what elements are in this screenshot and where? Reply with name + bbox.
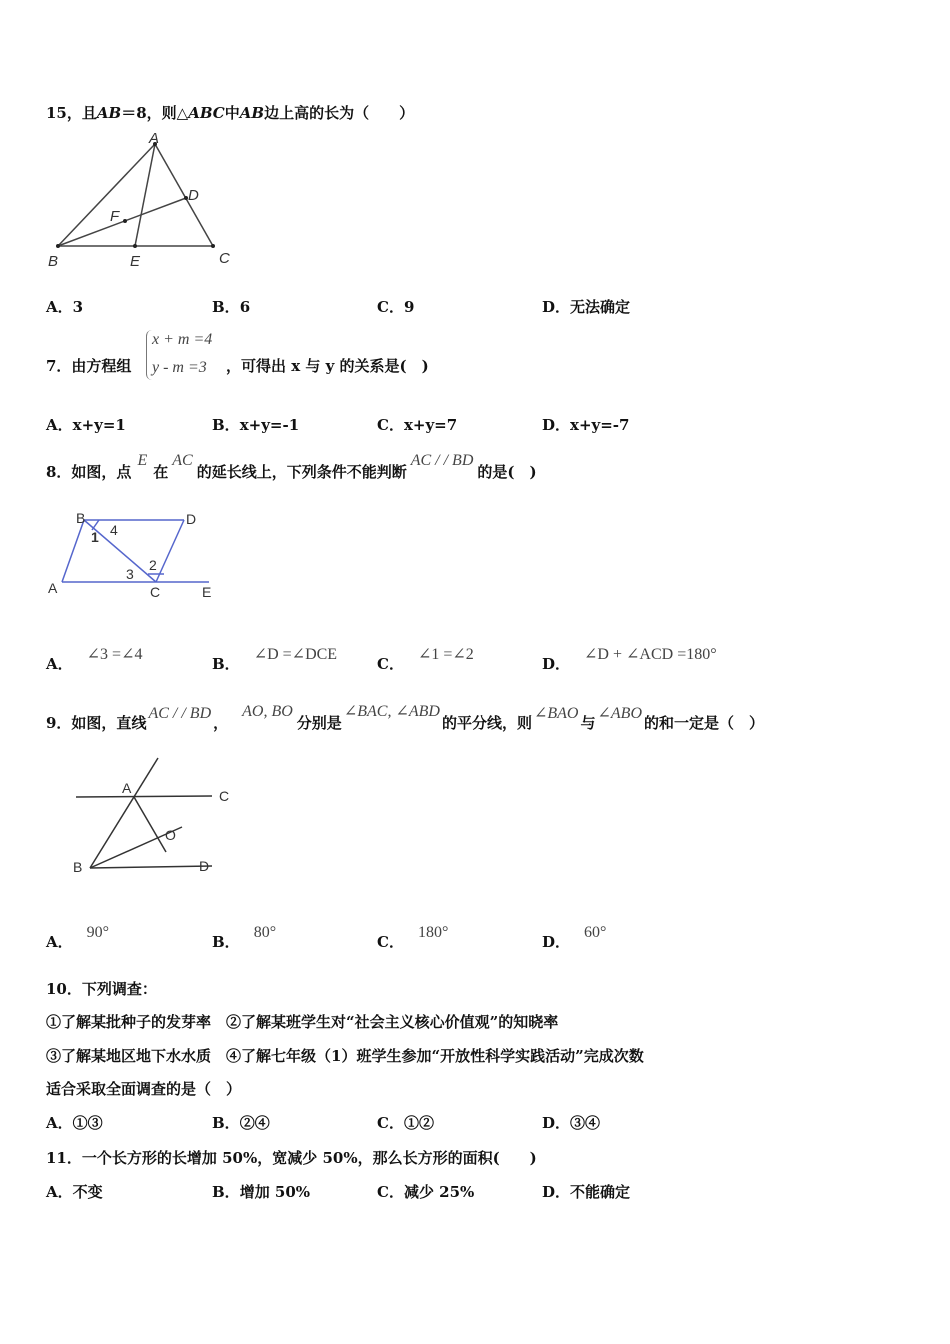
q8-label-e: E (202, 584, 212, 600)
q6-triangle-figure (40, 132, 250, 272)
q7-number: 7．由方程组 (46, 357, 132, 375)
q6-label-d: D (188, 187, 199, 204)
q7-option-b[interactable]: B．x+y=-1 (212, 416, 300, 434)
q8-stem: 8．如图，点E在AC的延长线上，下列条件不能判断AC / / BD的是( ) (46, 452, 537, 481)
q9-label-a: A (122, 780, 132, 796)
q10-line1: ①了解某批种子的发芽率 ②了解某班学生对“社会主义核心价值观”的知晓率 (46, 1013, 559, 1031)
q10-line3: 适合采取全面调查的是（ ） (46, 1080, 242, 1098)
q8-option-a[interactable]: A．∠3 =∠4 (46, 646, 143, 673)
q9-option-c[interactable]: C．180° (377, 924, 449, 951)
q6-label-a: A (149, 130, 160, 147)
q9-stem: 9．如图，直线AC / / BD，AO, BO分别是∠BAC, ∠ABD的平分线，则∠BAO与∠ABO的和一定是（ ） (46, 703, 765, 732)
q9-label-b: B (73, 859, 83, 875)
q6-stem (46, 102, 414, 123)
q8-parallelogram-figure (44, 508, 224, 608)
q9-parallel-lines-figure (70, 756, 240, 886)
q8-angle-1: 1 (91, 529, 99, 545)
q6-abc: ABC (188, 104, 225, 122)
q10-line2: ③了解某地区地下水水质 ④了解七年级（1）班学生参加“开放性科学实践活动”完成次数 (46, 1047, 644, 1065)
q7-suffix: ，可得出 x 与 y 的关系是( ) (226, 357, 429, 375)
q11-option-b[interactable]: B．增加 50% (212, 1183, 311, 1201)
q6-mid: 中 (224, 104, 240, 122)
q11-option-c[interactable]: C．减少 25% (377, 1183, 475, 1201)
q11-option-d[interactable]: D．不能确定 (542, 1183, 631, 1201)
q6-label-b: B (48, 253, 59, 270)
q6-option-d[interactable]: D．无法确定 (542, 298, 631, 316)
q7-option-d[interactable]: D．x+y=-7 (542, 416, 630, 434)
q7-option-a[interactable]: A．x+y=1 (46, 416, 126, 434)
q7-eq2: y - m =3 (152, 359, 207, 376)
q8-angle-3: 3 (126, 566, 134, 582)
q8-acbd: AC / / BD (410, 452, 474, 469)
q6-option-b[interactable]: B．6 (212, 298, 251, 316)
q9-label-c: C (219, 788, 230, 804)
q8-angle-2: 2 (149, 557, 157, 573)
q9-label-o: O (165, 827, 176, 843)
q9-option-b[interactable]: B．80° (212, 924, 277, 951)
q8-label-d: D (186, 511, 197, 527)
q6-option-c[interactable]: C．9 (377, 298, 415, 316)
q6-ab2: AB (239, 104, 265, 122)
q8-angle-4: 4 (110, 522, 118, 538)
q8-point-e: E (137, 452, 148, 469)
q6-prefix: 15，且 (46, 104, 97, 122)
q7-eq1: x + m =4 (152, 331, 213, 348)
q6-ab: AB (96, 104, 122, 122)
q10-option-a[interactable]: A．①③ (46, 1114, 103, 1132)
q8-option-c[interactable]: C．∠1 =∠2 (377, 646, 474, 673)
q6-suffix: 边上高的长为（ ） (264, 104, 415, 122)
q9-label-d: D (199, 858, 210, 874)
q10-option-c[interactable]: C．①② (377, 1114, 434, 1132)
q10-title: 10．下列调查： (46, 980, 157, 998)
q6-option-a[interactable]: A．3 (46, 298, 84, 316)
q9-option-d[interactable]: D．60° (542, 924, 607, 951)
q8-label-a: A (48, 580, 58, 596)
q6-label-f: F (110, 208, 120, 225)
q8-option-d[interactable]: D．∠D + ∠ACD =180° (542, 646, 717, 673)
q8-label-c: C (150, 584, 161, 600)
q8-option-b[interactable]: B．∠D =∠DCE (212, 646, 338, 673)
q8-ac: AC (172, 452, 193, 469)
q7-option-c[interactable]: C．x+y=7 (377, 416, 458, 434)
q7-equation-system (152, 326, 212, 382)
q8-label-b: B (76, 510, 86, 526)
q6-label-e: E (130, 253, 141, 270)
q11-title: 11．一个长方形的长增加 50%，宽减少 50%，那么长方形的面积( ) (46, 1149, 537, 1167)
q10-option-d[interactable]: D．③④ (542, 1114, 601, 1132)
q11-option-a[interactable]: A．不变 (46, 1183, 103, 1201)
q6-eq: ＝8，则△ (121, 104, 189, 122)
q9-option-a[interactable]: A．90° (46, 924, 110, 951)
q10-option-b[interactable]: B．②④ (212, 1114, 270, 1132)
q6-label-c: C (219, 250, 230, 267)
